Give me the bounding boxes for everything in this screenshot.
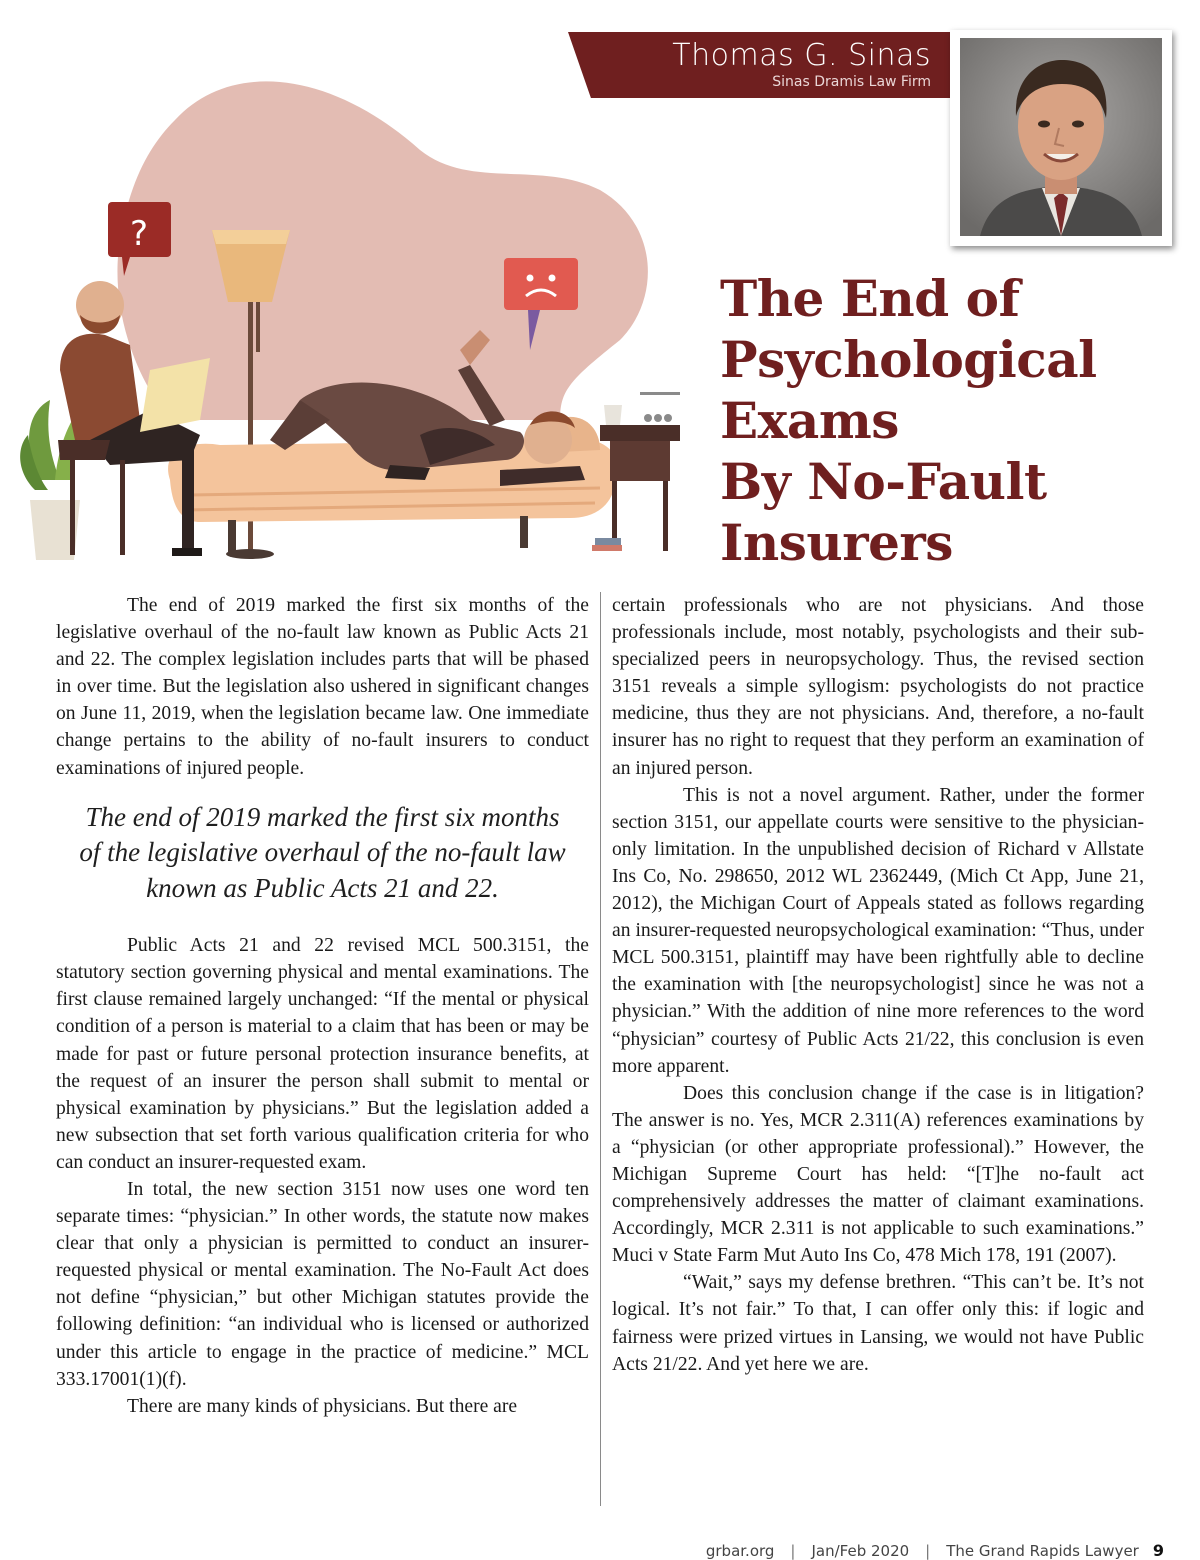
title-line: The End of [720,269,1020,328]
body-paragraph: “Wait,” says my defense brethren. “This can’t be. It’s not logical. It’s not fair.” To that, I can offer only this: if logic and fairness were prized virtues in Lansing, we would not have Public Acts 21/22. And yet here we are. [612,1272,1144,1375]
svg-text:?: ? [129,214,149,254]
body-paragraph: The end of 2019 marked the first six months of the legislative overhaul of the no-fault law known as Public Acts 21 and 22. The complex legislation includes parts that will be phased in over time. But the legislation also ushered in significant changes on June 11, 2019, when the legislation became law. One immediate change pertains to the ability of no-fault insurers to conduct examinations of injured people. [56,595,589,779]
footer-site: grbar.org [705,1541,775,1560]
title-line: Psychological [720,330,1097,389]
pull-quote: The end of 2019 marked the first six months of the legislative overhaul of the no-fault law known as Public Acts 21 and 22. [79,801,566,903]
author-name: Thomas G. Sinas [672,38,931,73]
title-line: Exams [720,391,899,450]
therapy-illustration [0,40,700,580]
author-photo [950,30,1172,246]
page-footer [706,1541,1164,1560]
title-line: Insurers [720,513,953,572]
body-paragraph: This is not a novel argument. Rather, under the former section 3151, our appellate courts were sensitive to the physician-only limitation. In the unpublished decision of Richard v Allstate Ins Co, No. 298650, 2012 WL 2362449, (Mich Ct App, June 21, 2012), the Michigan Court of Appeals stated as follows regarding an insurer-requested neuropsychological examination: “Thus, under MCL 500.3151, plaintiff may have been rightfully able to decline the examination with [the neuropsychologist] since he was not a physician.” With the addition of nine more references to the word “physician” courtesy of Public Acts 21/22, this conclusion is even more apparent. [612,784,1144,1077]
title-line: By No-Fault [720,452,1047,511]
body-paragraph: Does this conclusion change if the case is in litigation? The answer is no. Yes, MCR 2.311(A) references examinations by a “physician (or other appropriate professional).” However, the Michigan Supreme Court has held: “[T]he no-fault act comprehensively addresses the matter of claimant examinations. Accordingly, MCR 2.311 is not applicable to such examinations.” Muci v State Farm Mut Auto Ins Co, 478 Mich 178, 191 (2007). [612,1082,1144,1267]
footer-publication: The Grand Rapids Lawyer [946,1541,1139,1560]
body-paragraph: Public Acts 21 and 22 revised MCL 500.3151, the statutory section governing physical and mental examinations. The first clause remained largely unchanged: “If the mental or physical condition of a person is material to a claim that has been or may be made for past or future personal protection insurance benefits, at the request of an insurer the person shall submit to mental or physical examination by physicians.” But the legislation added a new subsection that set forth various qualification criteria for who can conduct an insurer-requested exam. [56,935,589,1173]
article-title [720,268,1180,573]
author-firm: Sinas Dramis Law Firm [772,74,931,90]
footer-separator: | [925,1541,931,1560]
footer-issue: Jan/Feb 2020 [811,1541,910,1560]
footer-separator: | [790,1541,796,1560]
page-number: 9 [1152,1541,1164,1560]
right-column [612,592,1144,1378]
body-paragraph: certain professionals who are not physicians. And those professionals include, most notably, psychologists and their sub-specialized peers in neuropsychology. Thus, the revised section 3151 reveals a simple syllogism: psychologists do not practice medicine, thus they are not physicians. And, therefore, a no-fault insurer has no right to request that they perform an examination of an injured person. [612,595,1144,779]
body-paragraph: There are many kinds of physicians. But there are [127,1395,518,1417]
body-paragraph: In total, the new section 3151 now uses one word ten separate times: “physician.” In other words, the statute now makes clear that only a physician is permitted to conduct an insurer-requested physical or mental examination. The No-Fault Act does not define “physician,” but other Michigan statutes provide the following definition: “an individual who is licensed or authorized under this article to engage in the practice of medicine.” MCL 333.17001(1)(f). [56,1179,589,1390]
left-column [56,592,589,1420]
column-divider [600,592,601,1506]
